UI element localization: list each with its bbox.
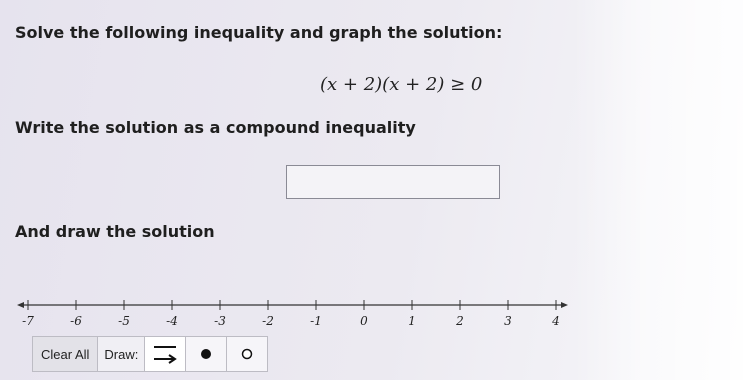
draw-label: Draw: [104,346,139,362]
tick-label: 4 [552,314,560,328]
clear-all-button[interactable]: Clear All [33,337,98,371]
tick-label: 2 [456,314,464,328]
open-dot-tool-button[interactable] [226,337,267,371]
number-line[interactable] [0,290,600,334]
tick-label: 1 [408,314,416,328]
tick-label: -5 [118,314,130,328]
inequality-equation: (x + 2)(x + 2) ≥ 0 [320,74,483,95]
answer-input[interactable] [286,165,500,199]
ray-arrow-icon [150,342,180,366]
tick-label: -1 [310,314,322,328]
tick-label: 0 [360,314,368,328]
draw-solution-prompt: And draw the solution [15,222,215,241]
tick-label: -7 [22,314,34,328]
open-dot-icon [240,347,254,361]
number-line-left-arrow [17,302,24,308]
closed-dot-icon [199,347,213,361]
tick-label: 3 [504,314,512,328]
tick-label: -2 [262,314,274,328]
tick-label: -4 [166,314,178,328]
tick-label: -6 [70,314,82,328]
closed-dot-tool-button[interactable] [185,337,226,371]
ray-tool-button[interactable] [144,337,185,371]
instruction-text: Solve the following inequality and graph the solution: [15,23,503,42]
draw-toolbar [32,336,268,372]
tick-label: -3 [214,314,226,328]
number-line-right-arrow [561,302,568,308]
write-solution-prompt: Write the solution as a compound inequality [15,118,416,137]
